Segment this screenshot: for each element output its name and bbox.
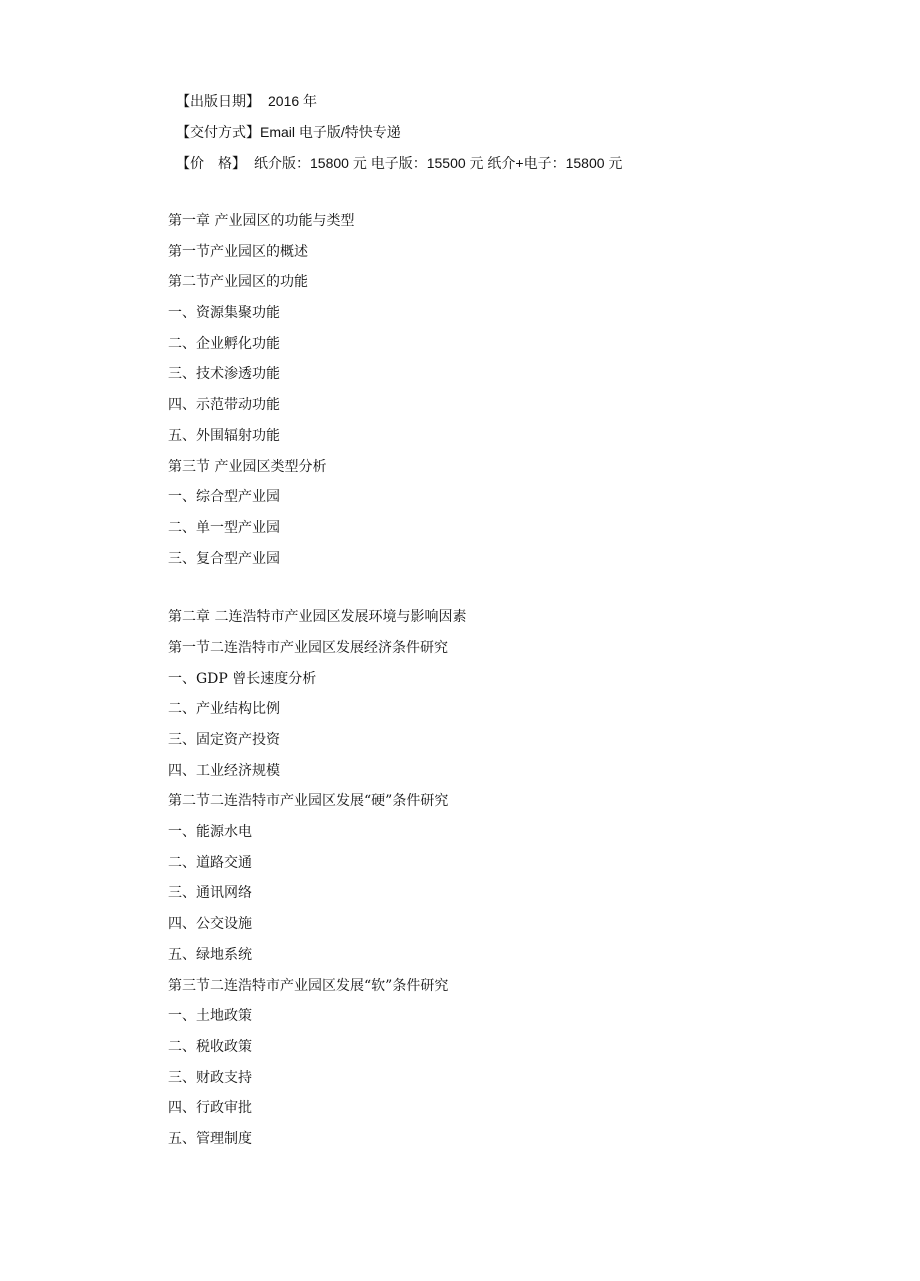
publish-date-label: 【出版日期】 [176, 94, 260, 110]
report-info [176, 89, 622, 182]
section-title: 第三节二连浩特市产业园区发展“软”条件研究 [168, 977, 449, 994]
toc-item: 一、土地政策 [168, 1008, 252, 1025]
toc-item: 一、GDP 曾长速度分析 [168, 670, 317, 687]
toc-item: 二、企业孵化功能 [168, 335, 280, 352]
toc-item: 三、通讯网络 [168, 885, 252, 902]
price-value: 纸介版：15800 元 电子版：15500 元 纸介+电子：15800 元 [254, 155, 623, 171]
toc-item: 五、绿地系统 [168, 946, 252, 963]
toc-item: 一、资源集聚功能 [168, 305, 280, 322]
price-line [176, 151, 622, 182]
toc-item: 五、外围辐射功能 [168, 427, 280, 444]
toc-item: 三、财政支持 [168, 1069, 252, 1086]
section-title: 第一节二连浩特市产业园区发展经济条件研究 [168, 639, 448, 656]
chapter-title: 第一章 产业园区的功能与类型 [168, 213, 355, 229]
delivery-line [176, 120, 622, 151]
toc-item: 三、技术渗透功能 [168, 366, 280, 383]
delivery-value: Email 电子版/特快专递 [260, 124, 401, 140]
table-of-contents [168, 208, 466, 1185]
toc-chapter-1 [168, 208, 466, 576]
toc-item: 五、管理制度 [168, 1130, 252, 1147]
chapter-title: 第二章 二连浩特市产业园区发展环境与影响因素 [168, 609, 467, 626]
section-title: 第一节产业园区的概述 [168, 243, 308, 260]
publish-date-line [176, 89, 622, 120]
toc-item: 一、能源水电 [168, 824, 252, 841]
toc-chapter-2 [168, 604, 466, 1156]
publish-date-value: 2016 年 [268, 93, 318, 109]
toc-item: 四、示范带动功能 [168, 397, 280, 414]
toc-item: 二、产业结构比例 [168, 701, 280, 718]
section-title: 第二节二连浩特市产业园区发展“硬”条件研究 [168, 793, 449, 810]
toc-item: 四、公交设施 [168, 916, 252, 933]
delivery-label: 【交付方式】 [176, 125, 260, 141]
section-title: 第二节产业园区的功能 [168, 274, 308, 291]
toc-item: 一、综合型产业园 [168, 489, 280, 506]
section-title: 第三节 产业园区类型分析 [168, 458, 327, 475]
price-label: 【价 格】 [176, 156, 246, 172]
toc-item: 二、税收政策 [168, 1038, 252, 1055]
toc-item: 二、单一型产业园 [168, 519, 280, 536]
toc-item: 三、固定资产投资 [168, 732, 280, 748]
toc-item: 四、工业经济规模 [168, 762, 280, 779]
toc-item: 二、道路交通 [168, 854, 252, 871]
toc-item: 三、复合型产业园 [168, 550, 280, 567]
toc-item: 四、行政审批 [168, 1100, 252, 1117]
